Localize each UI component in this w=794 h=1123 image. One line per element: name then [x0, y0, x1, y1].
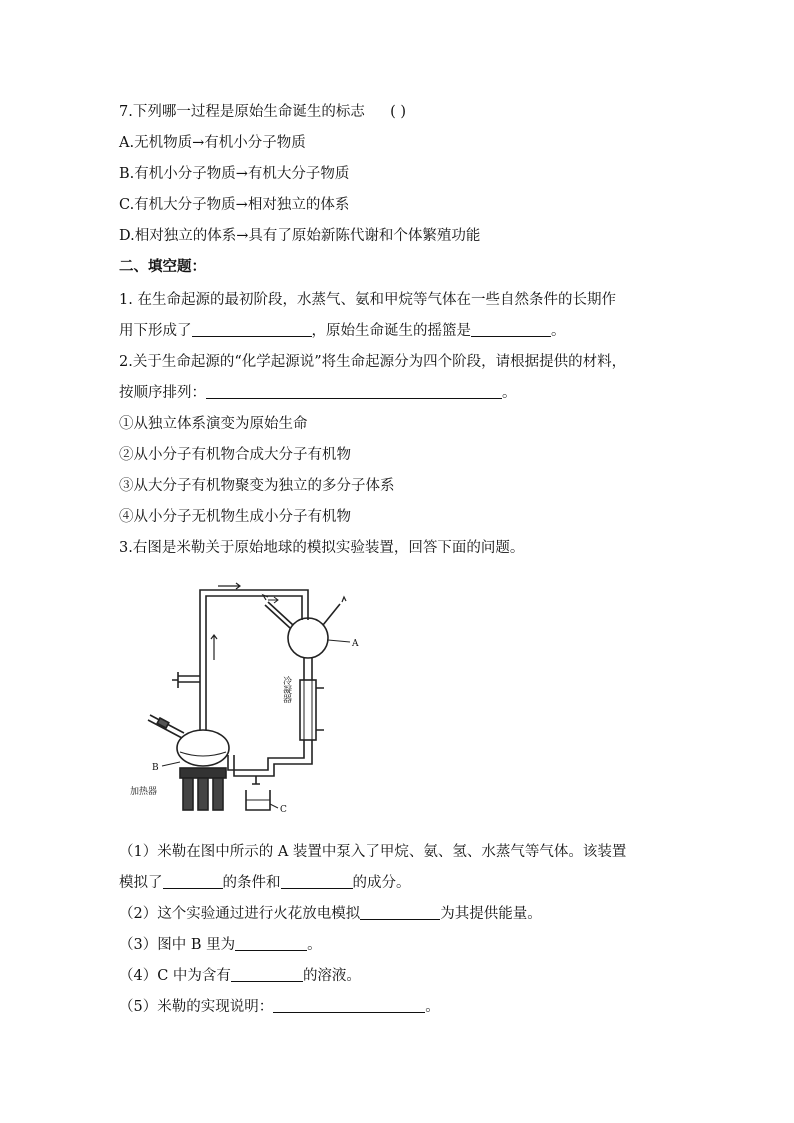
fill3-q1-blank-1[interactable]	[163, 874, 223, 889]
fill3-q5-blank[interactable]	[273, 998, 425, 1013]
fill1-blank-2[interactable]	[471, 322, 551, 337]
fill2-text-a: 按顺序排列：	[119, 385, 206, 401]
top-tube	[200, 590, 308, 698]
miller-apparatus-figure	[128, 580, 363, 820]
fill3-q3-blank[interactable]	[235, 936, 307, 951]
fill3-q4-blank[interactable]	[231, 967, 303, 982]
fill2-item-3: ③从大分子有机物聚变为独立的多分子体系	[119, 478, 395, 494]
label-b: B	[152, 763, 159, 773]
fill2-item-2: ②从小分子有机物合成大分子有机物	[119, 447, 351, 463]
fill3-q1-line2	[119, 873, 411, 893]
fill3-q5-text-b: 。	[425, 999, 440, 1015]
miller-apparatus-drawing	[128, 580, 363, 820]
fill3-q1-blank-2[interactable]	[281, 874, 353, 889]
q7-option-c: C.有机大分子物质→相对独立的体系	[119, 197, 350, 213]
fill3-q5-line	[119, 997, 440, 1017]
fill3-intro: 3.右图是米勒关于原始地球的模拟实验装置，回答下面的问题。	[119, 540, 525, 556]
fill1-line2	[119, 321, 566, 341]
fill3-q1-line1: （1）米勒在图中所示的 A 装置中泵入了甲烷、氨、氢、水蒸气等气体。该装置	[119, 844, 627, 860]
label-c: C	[280, 805, 287, 815]
fill3-q3-text-a: （3）图中 B 里为	[119, 937, 236, 953]
fill2-item-1: ①从独立体系演变为原始生命	[119, 416, 308, 432]
fill3-q2-text-a: （2）这个实验通过进行火花放电模拟	[119, 906, 361, 922]
fill3-q1-text-b: 的条件和	[222, 875, 281, 891]
q7-stem: 7.下列哪一过程是原始生命诞生的标志	[119, 104, 365, 120]
fill2-blank[interactable]	[206, 384, 502, 399]
q7-option-a: A.无机物质→有机小分子物质	[119, 135, 306, 151]
fill2-text-b: 。	[502, 385, 517, 401]
fill3-q3-line	[119, 935, 322, 955]
fill1-text-a: 用下形成了	[119, 323, 192, 339]
fill2-line1: 2.关于生命起源的“化学起源说”将生命起源分为四个阶段，请根据提供的材料，	[119, 354, 627, 370]
condenser	[300, 680, 316, 740]
fill1-blank-1[interactable]	[192, 322, 312, 337]
q7-option-d: D.相对独立的体系→具有了原始新陈代谢和个体繁殖功能	[119, 228, 481, 244]
fill2-item-4: ④从小分子无机物生成小分子有机物	[119, 509, 351, 525]
fill1-text-c: 。	[551, 323, 566, 339]
fill3-q1-text-c: 的成分。	[352, 875, 411, 891]
q7-option-b: B.有机小分子物质→有机大分子物质	[119, 166, 350, 182]
label-a: A	[352, 639, 359, 649]
fill2-line2	[119, 383, 517, 403]
fill3-q1-text-a: 模拟了	[119, 875, 163, 891]
heater-top	[180, 768, 226, 778]
flask-a	[288, 618, 328, 658]
fill3-q3-text-b: 。	[307, 937, 322, 953]
fill3-q4-text-b: 的溶液。	[302, 968, 361, 984]
flask-b	[177, 730, 229, 766]
fill3-q4-text-a: （4）C 中为含有	[119, 968, 231, 984]
fill3-q2-blank[interactable]	[360, 905, 440, 920]
q7-stem-line	[119, 102, 406, 122]
label-heater: 加热器	[130, 787, 158, 797]
fill3-q2-text-b: 为其提供能量。	[440, 906, 542, 922]
fill1-line1: 1. 在生命起源的最初阶段，水蒸气、氨和甲烷等气体在一些自然条件的长期作	[119, 292, 616, 308]
fill1-text-b: ，原始生命诞生的摇篮是	[311, 323, 471, 339]
fill3-q5-text-a: （5）米勒的实现说明：	[119, 999, 274, 1015]
fill3-q4-line	[119, 966, 361, 986]
label-condenser: 冷凝器	[281, 676, 291, 703]
q7-answer-paren: ( )	[390, 104, 406, 120]
fill3-q2-line	[119, 904, 542, 924]
section-heading-fill-in: 二、填空题：	[119, 259, 206, 275]
